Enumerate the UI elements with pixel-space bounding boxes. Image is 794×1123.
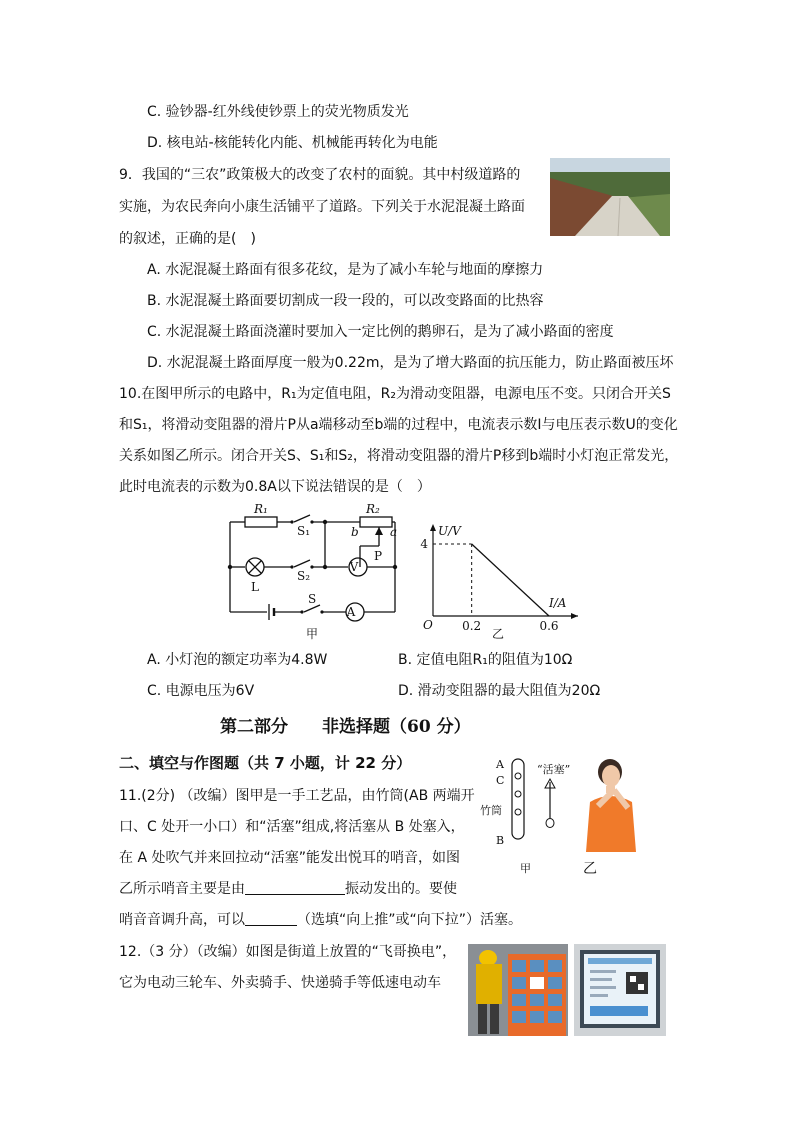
q11-line-5-start: 哨音音调升高，可以 [119,912,245,928]
q10-option-b: B. 定值电阻R₁的阻值为10Ω [398,652,573,668]
q11-line-4 [119,880,457,898]
part2-title: 第二部分 非选择题（60 分） [220,717,471,737]
q9-stem-line-1: 9．我国的“三农”政策极大的改变了农村的面貌。其中村级道路的 [119,167,521,183]
q11-line-5-end: （选填“向上推”或“向下拉”）活塞。 [297,912,523,928]
voltmeter-label: V [349,560,359,574]
q10-stem-line-1: 10.在图甲所示的电路中，R₁为定值电阻，R₂为滑动变阻器，电源电压不变。只闭合开关S [119,386,671,402]
q11-line-4-end: 振动发出的。要使 [345,881,457,897]
q10-stem-line-2: 和S₁，将滑动变阻器的滑片P从a端移动至b端的过程中，电流表示数I与电压表示数U的变化 [119,417,678,433]
q10-option-a: A. 小灯泡的额定功率为4.8W [147,652,328,668]
label-s1: S₁ [297,524,311,538]
battery-cabinet-photo [468,944,568,1036]
label-a: a [390,525,398,539]
r1-resistor [245,517,277,527]
phone-screen-photo [574,944,666,1036]
y-tick-4: 4 [420,537,428,551]
label-b: b [351,525,359,539]
label-r1: R₁ [254,502,268,516]
fig-caption-jia: 甲 [520,862,531,875]
q10-stem-line-3: 关系如图乙所示。闭合开关S、S₁和S₂，将滑动变阻器的滑片P移到b端时小灯泡正常发光， [119,448,679,464]
x-tick-0.2: 0.2 [462,619,482,633]
fig-caption-yi: 乙 [583,861,597,877]
bamboo-tube-figure [474,756,594,878]
series-line [472,544,549,616]
label-end-b: B [496,834,505,847]
q9-option-b: B. 水泥混凝土路面要切割成一段一段的，可以改变路面的比热容 [147,293,544,309]
q9-option-c: C. 水泥混凝土路面浇灌时要加入一定比例的鹅卵石，是为了减小路面的密度 [147,324,614,340]
bamboo-tube [512,759,524,839]
ammeter-label: A [346,605,356,619]
q8-option-d: D. 核电站-核能转化内能、机械能再转化为电能 [147,135,438,151]
piston-head [546,819,554,828]
origin-label: O [423,618,433,632]
s1-switch [294,515,310,522]
q9-stem-line-3: 的叙述，正确的是( ) [119,231,256,247]
q12-line-1: 12.（3 分）（改编）如图是街道上放置的“飞哥换电”， [119,944,457,960]
label-end-a: A [496,758,504,771]
q11-line-4-start: 乙所示哨音主要是由 [119,881,245,897]
q9-option-a: A. 水泥混凝土路面有很多花纹，是为了减小车轮与地面的摩擦力 [147,262,544,278]
label-r2: R₂ [366,502,380,516]
q11-line-2: 口、C 处开一小口）和“活塞”组成,将活塞从 B 处塞入， [119,819,465,835]
r2-resistor [360,517,392,527]
y-axis-label: U/V [438,524,461,538]
label-piston: “活塞” [537,763,571,776]
label-s2: S₂ [297,569,311,583]
q10-option-d: D. 滑动变阻器的最大阻值为20Ω [398,683,601,699]
q12-line-2: 它为电动三轮车、外卖骑手、快递骑手等低速电动车 [119,975,441,991]
x-axis-arrow [571,613,578,619]
s2-switch [294,560,310,567]
label-p: P [374,549,383,563]
road-photo [550,158,670,236]
q11-line-3: 在 A 处吹气并来回拉动“活塞”能发出悦耳的哨音，如图 [119,850,460,866]
q11-line-5 [119,911,522,929]
label-lamp: L [251,580,259,594]
circuit-diagram [218,500,408,645]
y-axis-arrow [430,524,436,531]
circuit-caption: 甲 [306,627,319,641]
label-hole-c: C [496,774,505,787]
q10-stem-line-4: 此时电流表的示数为0.8A以下说法错误的是（ ） [119,479,431,495]
q9-stem-line-2: 实施，为农民奔向小康生活铺平了道路。下列关于水泥混凝土路面 [119,199,525,215]
x-tick-0.6: 0.6 [539,619,559,633]
q8-option-c: C. 验钞器-红外线使钞票上的荧光物质发光 [147,104,409,120]
label-s: S [308,592,317,606]
section-title: 二、填空与作图题（共 7 小题，计 22 分） [119,754,412,772]
label-tube: 竹筒 [480,804,502,817]
q9-option-d: D. 水泥混凝土路面厚度一般为0.22m，是为了增大路面的抗压能力，防止路面被压坏 [147,355,674,371]
q11-blank-1[interactable] [245,880,345,895]
girl-photo [580,756,646,852]
graph-caption: 乙 [492,627,505,641]
q11-blank-2[interactable] [245,911,297,926]
q11-line-1: 11.(2分) （改编）图甲是一手工艺品，由竹筒(AB 两端开 [119,788,475,804]
s-switch [304,605,320,612]
q10-option-c: C. 电源电压为6V [147,683,255,699]
u-i-graph [418,518,588,643]
x-axis-label: I/A [549,596,567,610]
